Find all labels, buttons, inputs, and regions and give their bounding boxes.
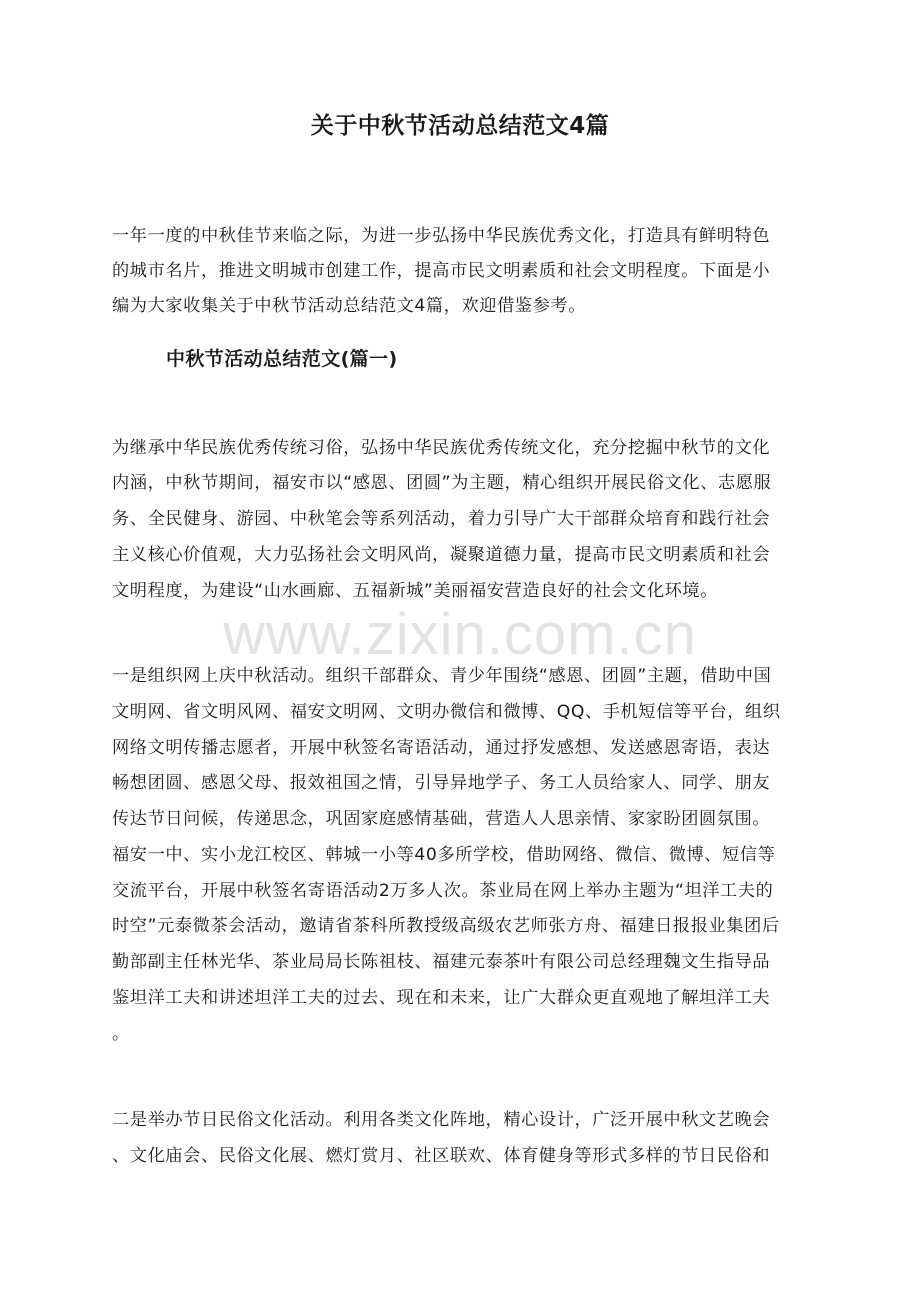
paragraph2-line: 畅想团圆、感恩父母、报效祖国之情，引导异地学子、务工人员给家人、同学、朋友 [112, 773, 771, 793]
document-title: 关于中秋节活动总结范文4篇 [310, 113, 610, 139]
paragraph1-line: 内涵，中秋节期间，福安市以“感恩、团圆”为主题，精心组织开展民俗文化、志愿服 [112, 473, 772, 493]
paragraph2-line: 交流平台，开展中秋签名寄语活动2万多人次。茶业局在网上举办主题为“坦洋工夫的 [112, 881, 774, 901]
paragraph1-line: 务、全民健身、游园、中秋笔会等系列活动，着力引导广大干部群众培育和践行社会 [112, 509, 771, 529]
paragraph2-line: 一是组织网上庆中秋活动。组织干部群众、青少年围绕“感恩、团圆”主题，借助中国 [112, 666, 772, 686]
paragraph2-line: 网络文明传播志愿者，开展中秋签名寄语活动，通过抒发感想、发送感恩寄语，表达 [112, 738, 771, 758]
paragraph2-line: 时空”元泰微茶会活动，邀请省茶科所教授级高级农艺师张方舟、福建日报报业集团后 [112, 916, 780, 936]
paragraph1-line: 文明程度，为建设“山水画廊、五福新城”美丽福安营造良好的社会文化环境。 [112, 581, 718, 601]
paragraph3-line: 二是举办节日民俗文化活动。利用各类文化阵地，精心设计，广泛开展中秋文艺晚会 [112, 1110, 771, 1130]
paragraph2-line: 福安一中、实小龙江校区、韩城一小等40多所学校，借助网络、微信、微博、短信等 [112, 845, 776, 865]
paragraph3-line: 、文化庙会、民俗文化展、燃灯赏月、社区联欢、体育健身等形式多样的节日民俗和 [112, 1146, 771, 1166]
paragraph2-line: 鉴坦洋工夫和讲述坦洋工夫的过去、现在和未来，让广大群众更直观地了解坦洋工夫 [112, 988, 771, 1008]
intro-line: 一年一度的中秋佳节来临之际，为进一步弘扬中华民族优秀文化，打造具有鲜明特色 [112, 226, 771, 246]
intro-line: 编为大家收集关于中秋节活动总结范文4篇，欢迎借鉴参考。 [112, 296, 587, 316]
watermark: www.zixin.com.cn [223, 602, 697, 667]
paragraph2-line: 。 [112, 1024, 130, 1044]
paragraph2-line: 勤部副主任林光华、茶业局局长陈祖枝、福建元泰茶叶有限公司总经理魏文生指导品 [112, 952, 771, 972]
paragraph1-line: 主义核心价值观，大力弘扬社会文明风尚，凝聚道德力量，提高市民文明素质和社会 [112, 545, 771, 565]
section-heading: 中秋节活动总结范文(篇一) [166, 348, 398, 370]
paragraph2-line: 文明网、省文明风网、福安文明网、文明办微信和微博、QQ、手机短信等平台，组织 [112, 702, 781, 722]
paragraph1-line: 为继承中华民族优秀传统习俗，弘扬中华民族优秀传统文化，充分挖掘中秋节的文化 [112, 438, 771, 458]
intro-line: 的城市名片，推进文明城市创建工作，提高市民文明素质和社会文明程度。下面是小 [112, 261, 771, 281]
paragraph2-line: 传达节日问候，传递思念，巩固家庭感情基础，营造人人思亲情、家家盼团圆氛围。 [112, 809, 771, 829]
